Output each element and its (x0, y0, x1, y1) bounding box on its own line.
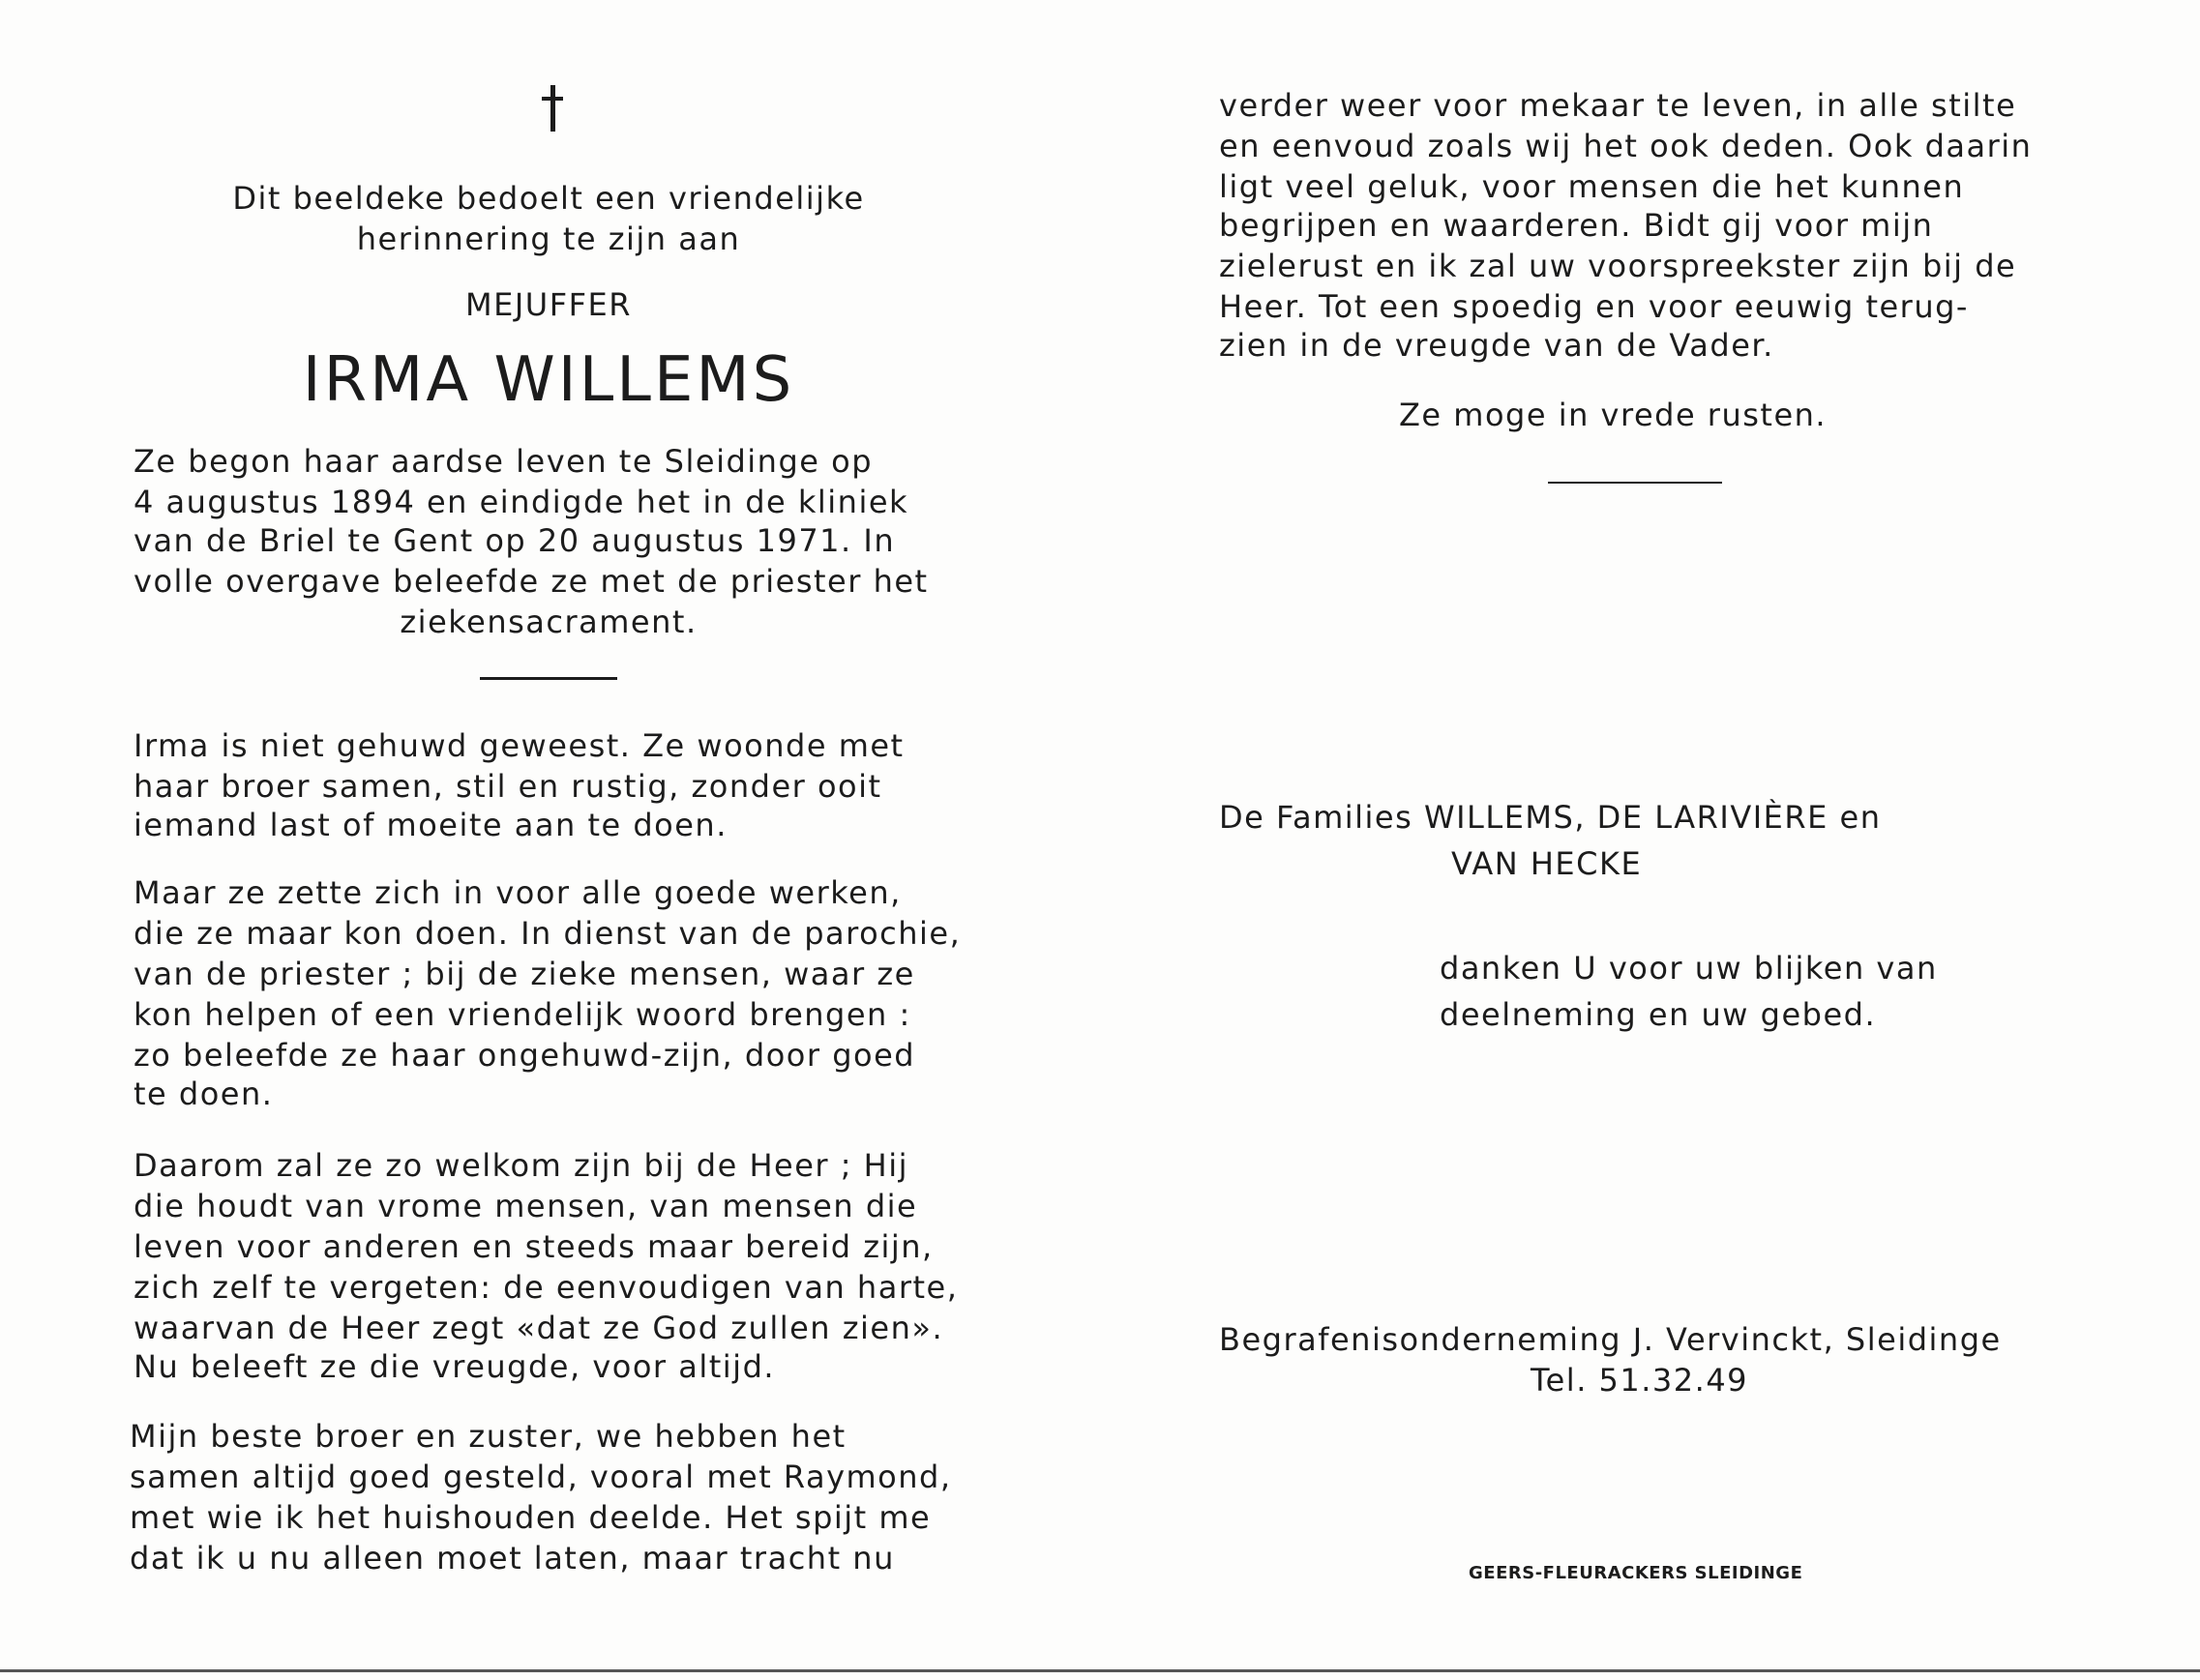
paragraph-line: met wie ik het huishouden deelde. Het spijt me (130, 1499, 932, 1536)
paragraph-line: dat ik u nu alleen moet laten, maar tracht nu (130, 1540, 895, 1577)
cross-icon (542, 85, 563, 132)
paragraph-line: te doen. (134, 1076, 274, 1112)
paragraph-line: haar broer samen, stil en rustig, zonder ooit (134, 768, 882, 805)
paragraph-line: Daarom zal ze zo welkom zijn bij de Heer ; Hij (134, 1147, 908, 1184)
intro-line-1: Dit beeldeke bedoelt een vriendelijke (232, 180, 865, 217)
divider-left (480, 677, 617, 680)
bio-line: 4 augustus 1894 en eindigde het in de kliniek (134, 484, 909, 520)
paragraph-line: zich zelf te vergeten: de eenvoudigen van harte, (134, 1269, 959, 1306)
printer-credit: GEERS-FLEURACKERS SLEIDINGE (1469, 1563, 1803, 1583)
undertaker-phone: Tel. 51.32.49 (1531, 1362, 1749, 1399)
paragraph-line: van de priester ; bij de zieke mensen, waar ze (134, 956, 915, 992)
paragraph-line: zielerust en ik zal uw voorspreekster zijn bij de (1219, 248, 2017, 284)
paragraph-line: waarvan de Heer zegt «dat ze God zullen zien». (134, 1310, 944, 1346)
paragraph-line: en eenvoud zoals wij het ook deden. Ook daarin (1219, 128, 2033, 164)
undertaker: Begrafenisonderneming J. Vervinckt, Sleidinge (1219, 1321, 2002, 1358)
paragraph-line: kon helpen of een vriendelijk woord brengen : (134, 996, 911, 1033)
intro-line-2: herinnering te zijn aan (356, 221, 741, 257)
paragraph-line: Irma is niet gehuwd geweest. Ze woonde met (134, 727, 905, 764)
paragraph-line: begrijpen en waarderen. Bidt gij voor mijn (1219, 207, 1934, 244)
deceased-name: IRMA WILLEMS (302, 344, 795, 416)
paragraph-line: zien in de vreugde van de Vader. (1219, 327, 1774, 364)
paragraph-line: Maar ze zette zich in voor alle goede werken, (134, 874, 902, 911)
bio-line-last: ziekensacrament. (400, 604, 698, 640)
bio-line: Ze begon haar aardse leven te Sleidinge op (134, 443, 873, 480)
family-line-2: VAN HECKE (1451, 845, 1643, 882)
paragraph-line: leven voor anderen en steeds maar bereid zijn, (134, 1228, 934, 1265)
paragraph-line: iemand last of moeite aan te doen. (134, 807, 728, 843)
paragraph-line: die ze maar kon doen. In dienst van de parochie, (134, 915, 962, 952)
bio-line: volle overgave beleefde ze met de priester het (134, 563, 929, 600)
thanks-line-2: deelneming en uw gebed. (1440, 996, 1877, 1033)
rest-in-peace: Ze moge in vrede rusten. (1399, 397, 1828, 433)
paragraph-line: ligt veel geluk, voor mensen die het kunnen (1219, 168, 1965, 205)
paragraph-line: Mijn beste broer en zuster, we hebben het (130, 1418, 847, 1455)
paragraph-line: samen altijd goed gesteld, vooral met Raymond, (130, 1459, 952, 1495)
divider-right (1548, 482, 1722, 484)
paragraph-line: verder weer voor mekaar te leven, in alle stilte (1219, 87, 2017, 124)
paragraph-line: zo beleefde ze haar ongehuwd-zijn, door goed (134, 1037, 916, 1074)
family-line-1: De Families WILLEMS, DE LARIVIÈRE en (1219, 799, 1882, 836)
thanks-line-1: danken U voor uw blijken van (1440, 950, 1938, 987)
bottom-border (0, 1669, 2200, 1672)
title-mejuffer: MEJUFFER (465, 286, 632, 323)
bio-line: van de Briel te Gent op 20 augustus 1971. In (134, 522, 896, 559)
paragraph-line: Nu beleeft ze die vreugde, voor altijd. (134, 1348, 776, 1385)
paragraph-line: die houdt van vrome mensen, van mensen die (134, 1188, 918, 1224)
paragraph-line: Heer. Tot een spoedig en voor eeuwig terug- (1219, 288, 1969, 325)
